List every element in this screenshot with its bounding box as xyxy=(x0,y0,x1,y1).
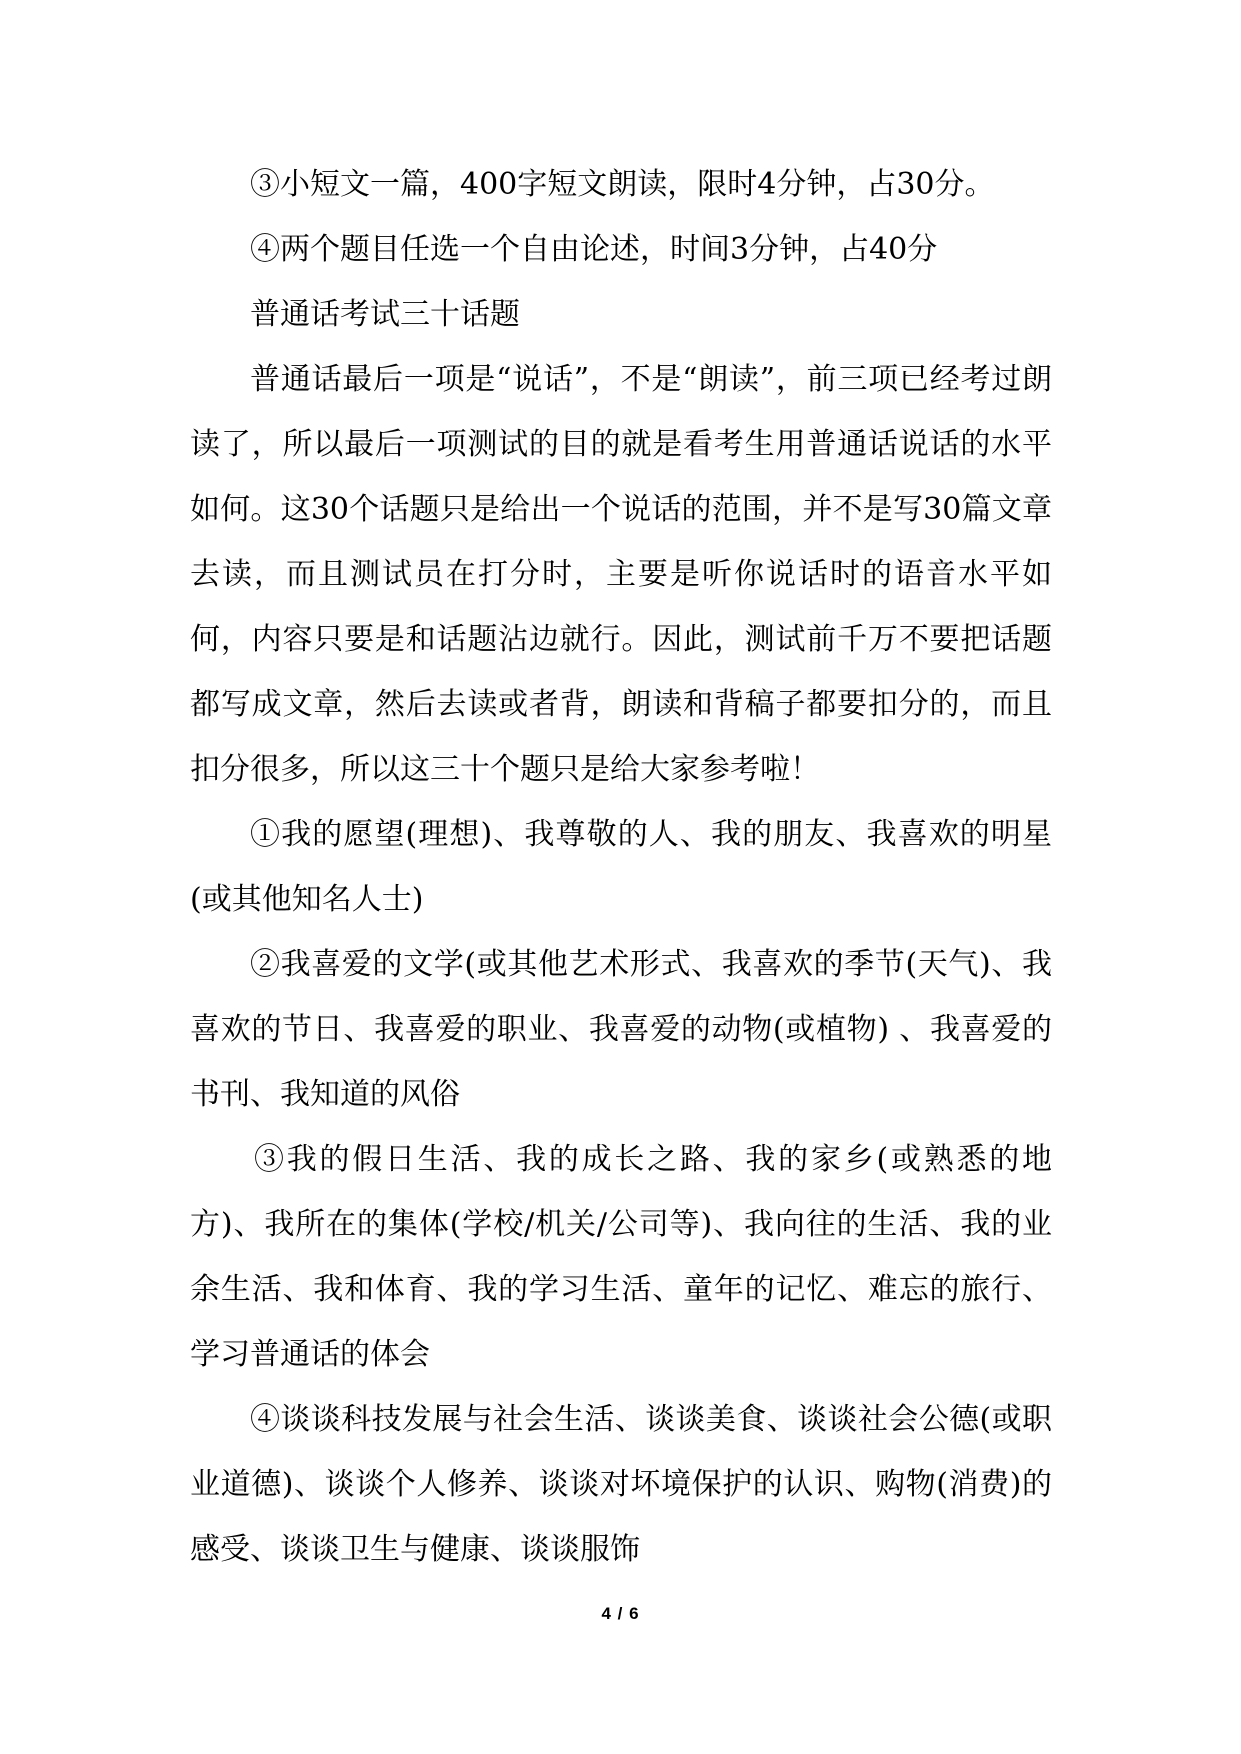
topic-group-4: ④谈谈科技发展与社会生活、谈谈美食、谈谈社会公德(或职业道德)、谈谈个人修养、谈谈对坏境保护的认识、购物(消费)的感受、谈谈卫生与健康、谈谈服饰 xyxy=(190,1402,1052,1567)
section-heading: 普通话考试三十话题 xyxy=(250,297,520,332)
page-number: 4 / 6 xyxy=(601,1604,640,1623)
intro-paragraph: 普通话最后一项是“说话”，不是“朗读”，前三项已经考过朗读了，所以最后一项测试的目的就是看考生用普通话说话的水平如何。这30个话题只是给出一个说话的范围，并不是写30篇文章去读，而且测试员在打分时，主要是听你说话时的语音水平如何，内容只要是和话题沾边就行。因此，测试前千万不要把话题都写成文章，然后去读或者背，朗读和背稿子都要扣分的，而且扣分很多，所以这三十个题只是给大家参考啦！ xyxy=(190,362,1052,787)
exam-item-4: ④两个题目任选一个自由论述，时间3分钟，占40分 xyxy=(250,232,938,267)
topic-group-3: ③我的假日生活、我的成长之路、我的家乡(或熟悉的地方)、我所在的集体(学校/机关/公司等)、我向往的生活、我的业余生活、我和体育、我的学习生活、童年的记忆、难忘的旅行、学习普通话的体会 xyxy=(190,1142,1052,1372)
exam-item-3: ③小短文一篇，400字短文朗读，限时4分钟，占30分。 xyxy=(250,167,995,202)
topic-group-2: ②我喜爱的文学(或其他艺术形式、我喜欢的季节(天气)、我喜欢的节日、我喜爱的职业、我喜爱的动物(或植物) 、我喜爱的书刊、我知道的风俗 xyxy=(190,947,1052,1112)
topic-group-1: ①我的愿望(理想)、我尊敬的人、我的朋友、我喜欢的明星(或其他知名人士) xyxy=(190,817,1052,917)
document-body xyxy=(190,152,1052,1582)
